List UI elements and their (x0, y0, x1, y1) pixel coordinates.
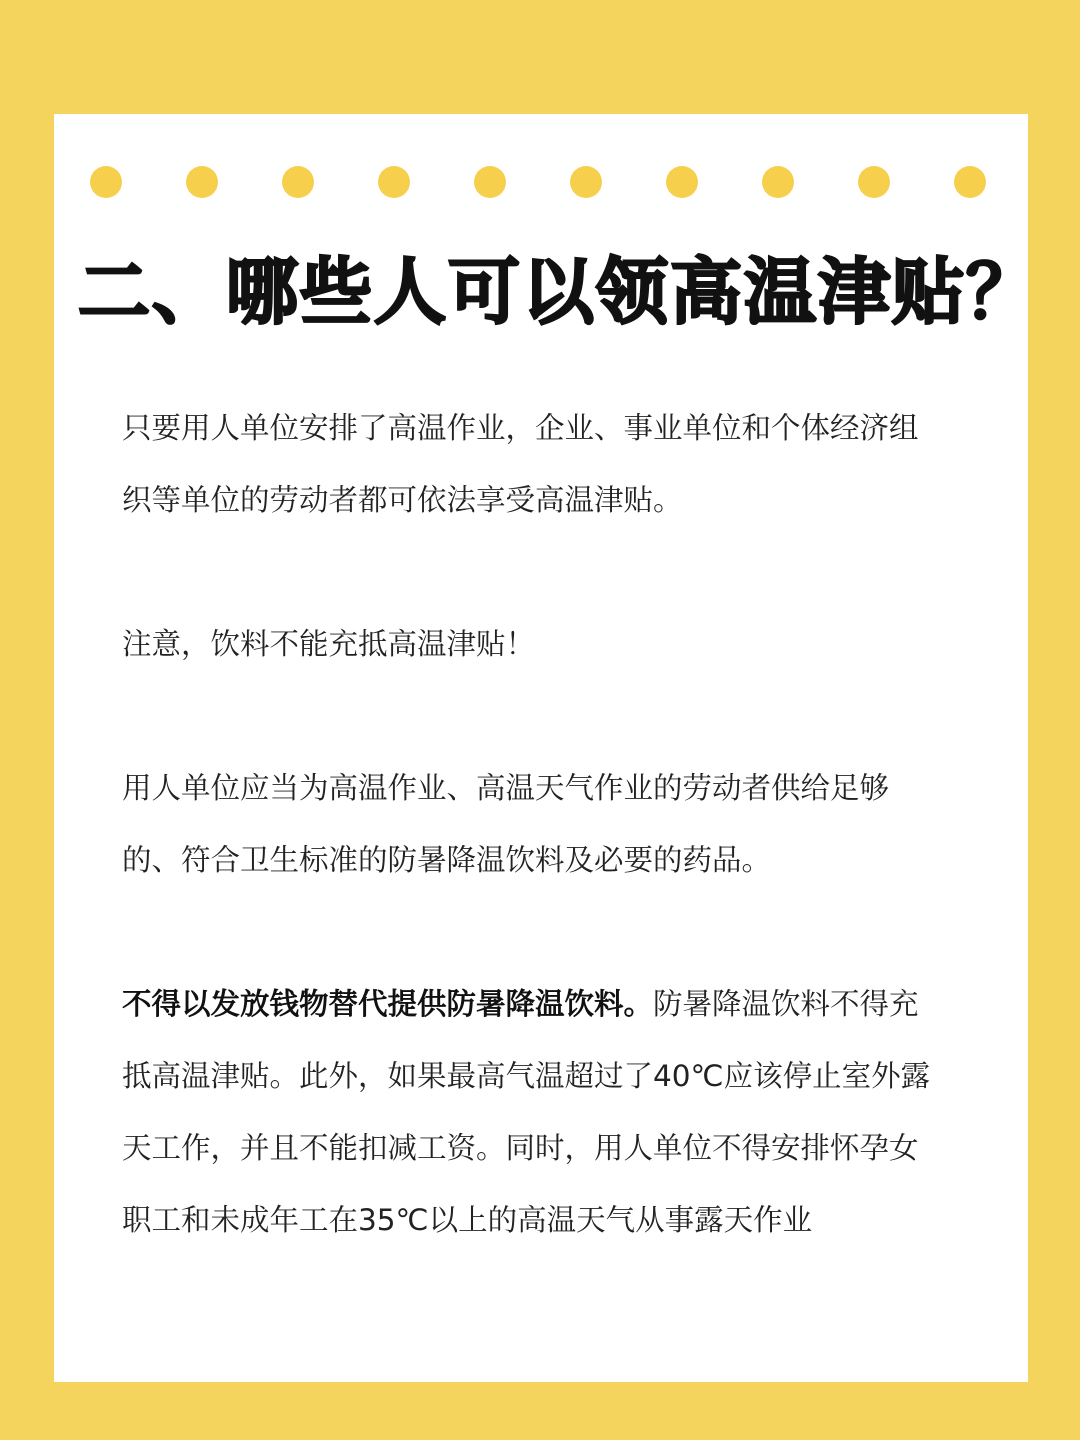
decorative-dot (762, 166, 794, 198)
decorative-dots (90, 166, 1000, 200)
paragraph-text: 防暑降温饮料不得充抵高温津贴。此外，如果最高气温超过了40℃应该停止室外露天工作，并且不能扣减工资。同时，用人单位不得安排怀孕女职工和未成年工在35℃以上的高温天气从事露天作业 (122, 987, 931, 1237)
decorative-dot (666, 166, 698, 198)
paragraph-bold-lead: 不得以发放钱物替代提供防暑降温饮料。 (122, 987, 654, 1021)
decorative-dot (378, 166, 410, 198)
decorative-dot (858, 166, 890, 198)
paragraph-text: 用人单位应当为高温作业、高温天气作业的劳动者供给足够的、符合卫生标准的防暑降温饮料及必要的药品。 (122, 771, 890, 877)
decorative-dot (90, 166, 122, 198)
article-body (122, 392, 942, 1328)
content-card (54, 114, 1041, 1382)
decorative-dot (186, 166, 218, 198)
decorative-dot (570, 166, 602, 198)
paragraph-eligibility (122, 392, 942, 536)
decorative-dot (954, 166, 986, 198)
decorative-dot (474, 166, 506, 198)
paragraph-text: 注意，饮料不能充抵高温津贴！ (122, 627, 536, 661)
decorative-dot (282, 166, 314, 198)
paragraph-restrictions (122, 968, 942, 1256)
page-title: 二、哪些人可以领高温津贴？ (78, 250, 1041, 334)
paragraph-text: 只要用人单位安排了高温作业，企业、事业单位和个体经济组织等单位的劳动者都可依法享受高温津贴。 (122, 411, 919, 517)
paragraph-note (122, 608, 942, 680)
paragraph-employer-duty (122, 752, 942, 896)
